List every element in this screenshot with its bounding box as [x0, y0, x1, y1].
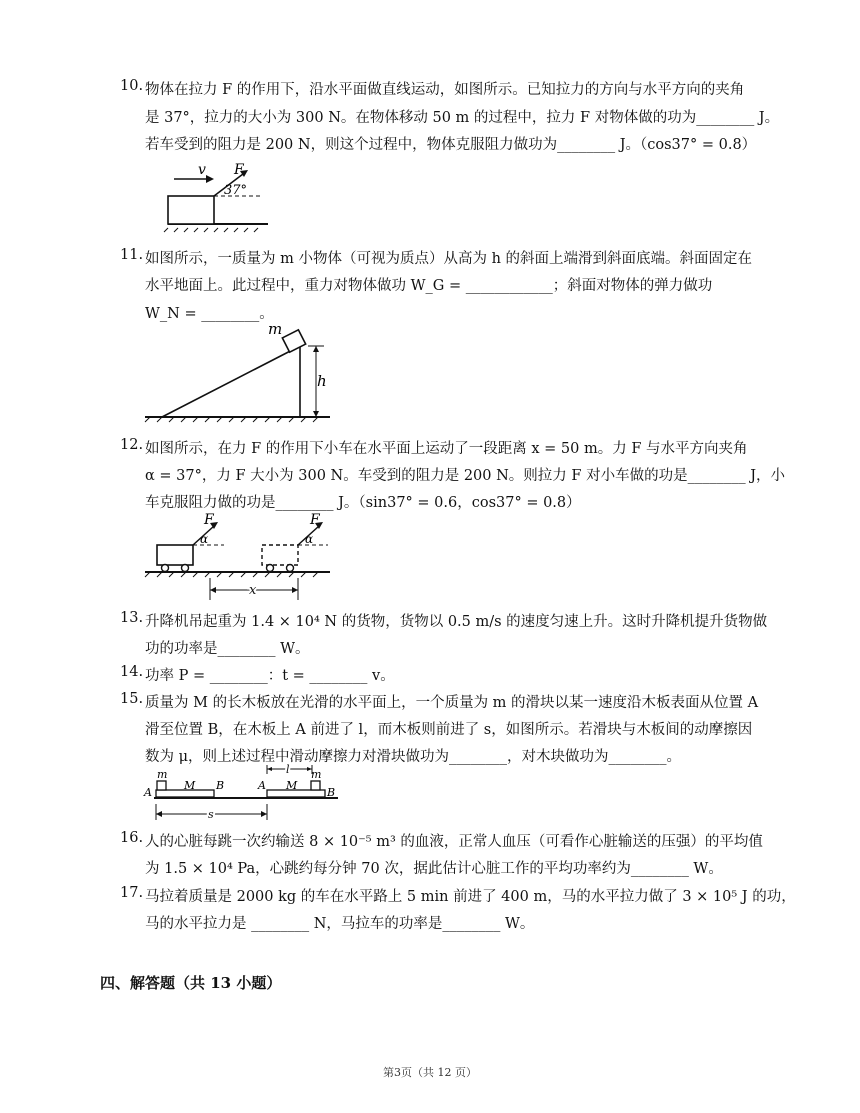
question-number: 16. [120, 830, 144, 846]
question-line: 人的心脏每跳一次约输送 8 × 10⁻⁵ m³ 的血液，正常人血压（可看作心脏输送的压强）的平均值 [145, 834, 763, 850]
angle-label: 37° [224, 183, 248, 198]
question-line: 如图所示，在力 F 的作用下小车在水平面上运动了一段距离 x = 50 m。力 F 与水平方向夹角 [145, 441, 748, 457]
question-line: 质量为 M 的长木板放在光滑的水平面上，一个质量为 m 的滑块以某一速度沿木板表面从位置 A [145, 695, 759, 711]
figure-q12 [140, 512, 340, 602]
alpha-label-2: α [305, 532, 314, 546]
question-line: 车克服阻力做的功是________ J。（sin37° = 0.6，cos37° = 0.8） [145, 495, 581, 511]
question-line: 升降机吊起重为 1.4 × 10⁴ N 的货物，货物以 0.5 m/s 的速度匀速上升。这时升降机提升货物做 [145, 614, 768, 630]
question-number: 14. [120, 664, 144, 680]
question-line: 功率 P = ________：t = ________ v。 [145, 668, 395, 684]
velocity-label: v [198, 162, 206, 178]
velocity-arrow [206, 175, 214, 183]
l-label: l [286, 763, 290, 776]
height-label: h [317, 372, 327, 390]
B-label-1: B [216, 779, 225, 792]
question-line: α = 37°，力 F 大小为 300 N。车受到的阻力是 200 N。则拉力 F 对小车做的功是________ J，小 [145, 468, 786, 484]
question-line: 为 1.5 × 10⁴ Pa，心跳约每分钟 70 次，据此估计心脏工作的平均功率约为________ W。 [145, 861, 723, 877]
A-label-2: A [258, 779, 266, 792]
force-label-2: F [310, 512, 320, 528]
question-line: 如图所示，一质量为 m 小物体（可视为质点）从高为 h 的斜面上端滑到斜面底端。斜面固定在 [145, 251, 753, 267]
figure-q11 [140, 322, 340, 422]
M-label-1: M [184, 779, 196, 792]
cart-start [157, 545, 193, 565]
force-label: F [234, 162, 244, 178]
alpha-label-1: α [200, 532, 209, 546]
s-label: s [208, 808, 214, 821]
section-title: 四、解答题（共 13 小题） [100, 974, 282, 992]
force-label-1: F [204, 512, 214, 528]
mass-label: m [268, 320, 283, 338]
m-label-2: m [311, 768, 322, 781]
block [168, 196, 214, 224]
question-line: 物体在拉力 F 的作用下，沿水平面做直线运动，如图所示。已知拉力的方向与水平方向的夹角 [145, 82, 745, 98]
question-number: 11. [120, 247, 144, 263]
question-number: 10. [120, 78, 144, 94]
question-line: 是 37°，拉力的大小为 300 N。在物体移动 50 m 的过程中，拉力 F 对物体做的功为________ J。 [145, 110, 780, 126]
question-number: 12. [120, 437, 144, 453]
figure-q10 [140, 162, 280, 232]
incline [162, 346, 300, 417]
block-m [282, 330, 305, 352]
B-label-2: B [327, 786, 336, 799]
question-line: 马拉着质量是 2000 kg 的车在水平路上 5 min 前进了 400 m，马的水平拉力做了 3 × 10⁵ J 的功， [145, 889, 796, 905]
question-line: 数为 μ，则上述过程中滑动摩擦力对滑块做功为________，对木块做功为________。 [145, 749, 682, 765]
question-line: 马的水平拉力是 ________ N，马拉车的功率是________ W。 [145, 916, 535, 932]
question-number: 15. [120, 691, 144, 707]
question-line: 滑至位置 B，在木板上 A 前进了 l，而木板则前进了 s，如图所示。若滑块与木板间的动摩擦因 [145, 722, 753, 738]
m-label-1: m [157, 768, 168, 781]
M-label-2: M [286, 779, 298, 792]
question-number: 13. [120, 610, 144, 626]
question-number: 17. [120, 885, 144, 901]
question-line: 水平地面上。此过程中，重力对物体做功 W_G = ____________；斜面对物体的弹力做功 [145, 278, 713, 294]
A-label-1: A [144, 786, 152, 799]
figure-q15 [140, 762, 360, 824]
distance-label: x [249, 583, 257, 598]
question-line: 若车受到的阻力是 200 N，则这个过程中，物体克服阻力做功为________ J。（cos37° = 0.8） [145, 137, 757, 153]
question-line: W_N = ________。 [145, 306, 274, 322]
page-footer: 第3页（共 12 页） [383, 1066, 477, 1079]
question-line: 功的功率是________ W。 [145, 641, 310, 657]
cart-end [262, 545, 298, 565]
